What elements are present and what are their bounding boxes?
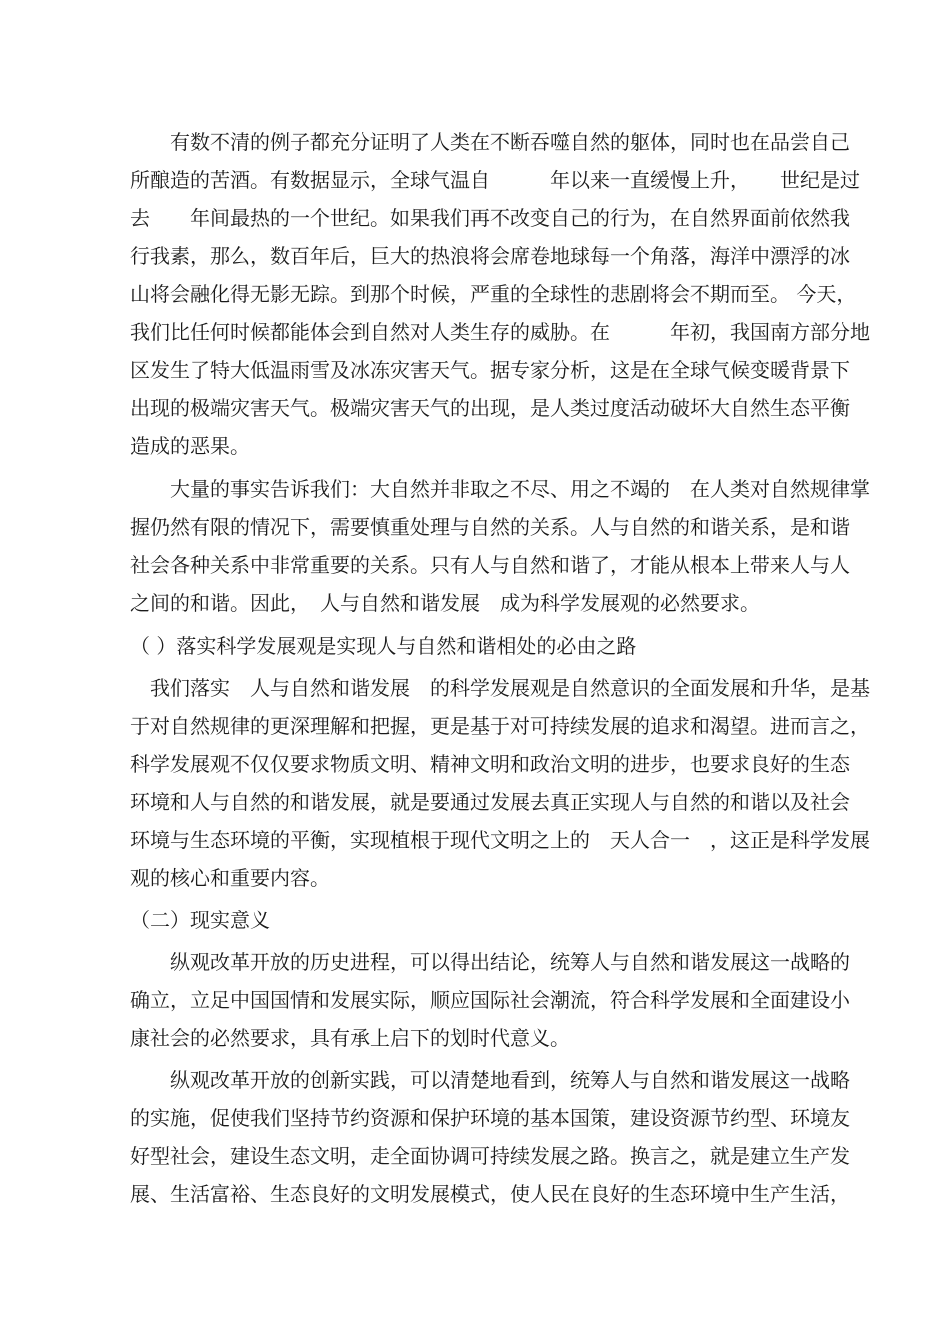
paragraph-line: 造成的恶果。 — [130, 434, 250, 458]
paragraph-line: 去 年间最热的一个世纪。如果我们再不改变自己的行为，在自然界面前依然我 — [130, 206, 850, 230]
paragraph-line: 于对自然规律的更深理解和把握，更是基于对可持续发展的追求和渴望。进而言之， — [130, 714, 870, 738]
paragraph-line: 出现的极端灾害天气。极端灾害天气的出现，是人类过度活动破坏大自然生态平衡 — [130, 396, 850, 420]
paragraph-line: 之间的和谐。因此， 人与自然和谐发展 成为科学发展观的必然要求。 — [130, 591, 760, 615]
paragraph-line: 区发生了特大低温雨雪及冰冻灾害天气。据专家分析，这是在全球气候变暖背景下 — [130, 358, 850, 382]
section-heading: （二）现实意义 — [130, 908, 270, 932]
paragraph-line: 环境和人与自然的和谐发展，就是要通过发展去真正实现人与自然的和谐以及社会 — [130, 790, 850, 814]
paragraph-line: 的实施，促使我们坚持节约资源和保护环境的基本国策，建设资源节约型、环境友 — [130, 1106, 850, 1130]
section-heading: （ ）落实科学发展观是实现人与自然和谐相处的必由之路 — [130, 634, 637, 658]
paragraph-line: 大量的事实告诉我们：大自然并非取之不尽、用之不竭的 在人类对自然规律掌 — [130, 477, 870, 501]
paragraph-line: 我们落实 人与自然和谐发展 的科学发展观是自然意识的全面发展和升华，是基 — [130, 676, 870, 700]
paragraph-line: 康社会的必然要求，具有承上启下的划时代意义。 — [130, 1026, 570, 1050]
paragraph-line: 我们比任何时候都能体会到自然对人类生存的威胁。在 年初，我国南方部分地 — [130, 320, 870, 344]
paragraph-line: 确立，立足中国国情和发展实际，顺应国际社会潮流，符合科学发展和全面建设小 — [130, 988, 850, 1012]
paragraph-line: 社会各种关系中非常重要的关系。只有人与自然和谐了，才能从根本上带来人与人 — [130, 553, 850, 577]
paragraph-line: 行我素，那么，数百年后，巨大的热浪将会席卷地球每一个角落，海洋中漂浮的冰 — [130, 244, 850, 268]
paragraph-line: 握仍然有限的情况下，需要慎重处理与自然的关系。人与自然的和谐关系，是和谐 — [130, 515, 850, 539]
paragraph-line: 好型社会，建设生态文明，走全面协调可持续发展之路。换言之，就是建立生产发 — [130, 1144, 850, 1168]
paragraph-line: 纵观改革开放的创新实践，可以清楚地看到，统筹人与自然和谐发展这一战略 — [130, 1068, 850, 1092]
paragraph-line: 环境与生态环境的平衡，实现植根于现代文明之上的 天人合一 ，这正是科学发展 — [130, 828, 870, 852]
paragraph-line: 科学发展观不仅仅要求物质文明、精神文明和政治文明的进步，也要求良好的生态 — [130, 752, 850, 776]
paragraph-line: 所酿造的苦酒。有数据显示，全球气温自 年以来一直缓慢上升， 世纪是过 — [130, 168, 860, 192]
paragraph-line: 观的核心和重要内容。 — [130, 866, 330, 890]
paragraph-line: 展、生活富裕、生态良好的文明发展模式，使人民在良好的生态环境中生产生活， — [130, 1182, 850, 1206]
paragraph-line: 纵观改革开放的历史进程，可以得出结论，统筹人与自然和谐发展这一战略的 — [130, 950, 850, 974]
paragraph-line: 有数不清的例子都充分证明了人类在不断吞噬自然的躯体，同时也在品尝自己 — [130, 130, 850, 154]
paragraph-line: 山将会融化得无影无踪。到那个时候，严重的全球性的悲剧将会不期而至。 今天， — [130, 282, 857, 306]
